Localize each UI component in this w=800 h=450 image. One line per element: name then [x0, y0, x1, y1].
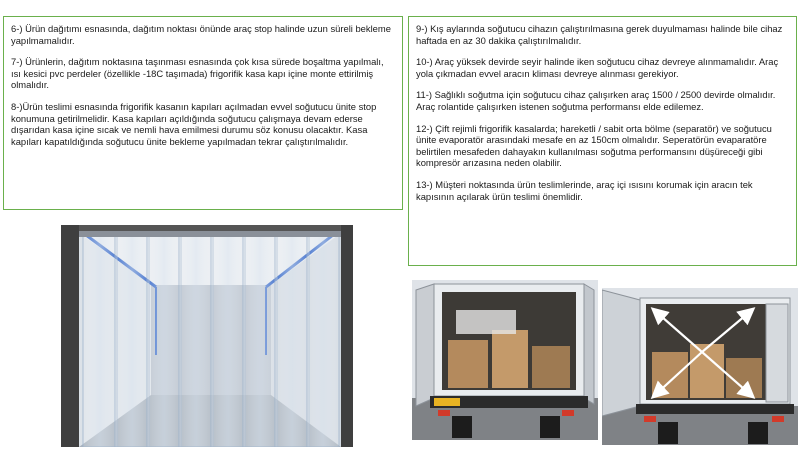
right-text-box: [408, 16, 797, 266]
paragraph-12: 12-) Çift rejimli frigorifik kasalarda; hareketli / sabit orta bölme (separatör) ve soğutucu ünite evaporatör arasındaki mesafe en az 150cm olmalıdır. Seperatörün evaparatöre belirtilen mesafeden dahayakın kullanılması soğutma performansını düşüreceği gibi kompresör arızasına neden olabilir.: [416, 122, 772, 169]
pvc-strip-curtain-image: [61, 225, 353, 447]
truck-single-door-open-photo: [602, 288, 798, 445]
truck-rear-doors-open-photo: [412, 280, 598, 440]
truck-rear-image: [412, 280, 598, 440]
truck-single-door-image: [602, 288, 798, 445]
paragraph-9: 9-) Kış aylarında soğutucu cihazın çalıştırılmasına gerek duyulmaması halinde bile cihaz haftada en az 30 dakika çalıştırılmalıdır.: [416, 23, 783, 46]
paragraph-6: 6-) Ürün dağıtımı esnasında, dağıtım noktası önünde araç stop halinde uzun süreli bekleme yapılmamalıdır.: [11, 23, 391, 46]
paragraph-11: 11-) Sağlıklı soğutma için soğutucu cihaz çalışırken araç 1500 / 2500 devirde olmalıdır. Araç rolantide çalışırken istenen soğutma performansı elde edilemez.: [416, 89, 776, 112]
pvc-strip-curtain-photo: [61, 225, 353, 447]
paragraph-8: 8-)Ürün teslimi esnasında frigorifik kasanın kapıları açılmadan evvel soğutucu ünite stop konumuna getirilmelidir. Kasa kapıları açıldığında soğutucu çalışmaya devam ederse dışarıdan kasa içine sıcak ve nemli hava emilmesi durumu söz konusu olacaktır. Kasa kapıları kapatıldığında soğutucu ünite bekleme yapılmadan tekrar çalıştırılmalıdır.: [11, 100, 377, 147]
paragraph-7: 7-) Ürünlerin, dağıtım noktasına taşınması esnasında çok kısa sürede boşaltma yapılmalı, ısı kesici pvc perdeler (özellikle -18C taşımada) frigorifik kasa kapı içine monte ettirilmiş olmalıdır.: [11, 56, 384, 91]
left-text-box: [3, 16, 403, 210]
paragraph-13: 13-) Müşteri noktasında ürün teslimlerinde, araç içi ısısını korumak için aracın tek kapısının açılarak ürün teslimi önemlidir.: [416, 178, 753, 202]
paragraph-10: 10-) Araç yüksek devirde seyir halinde iken soğutucu cihaz devreye alınmamalıdır. Araç yola çıkmadan evvel aracın kliması devreye alınması gerekiyor.: [416, 56, 779, 79]
